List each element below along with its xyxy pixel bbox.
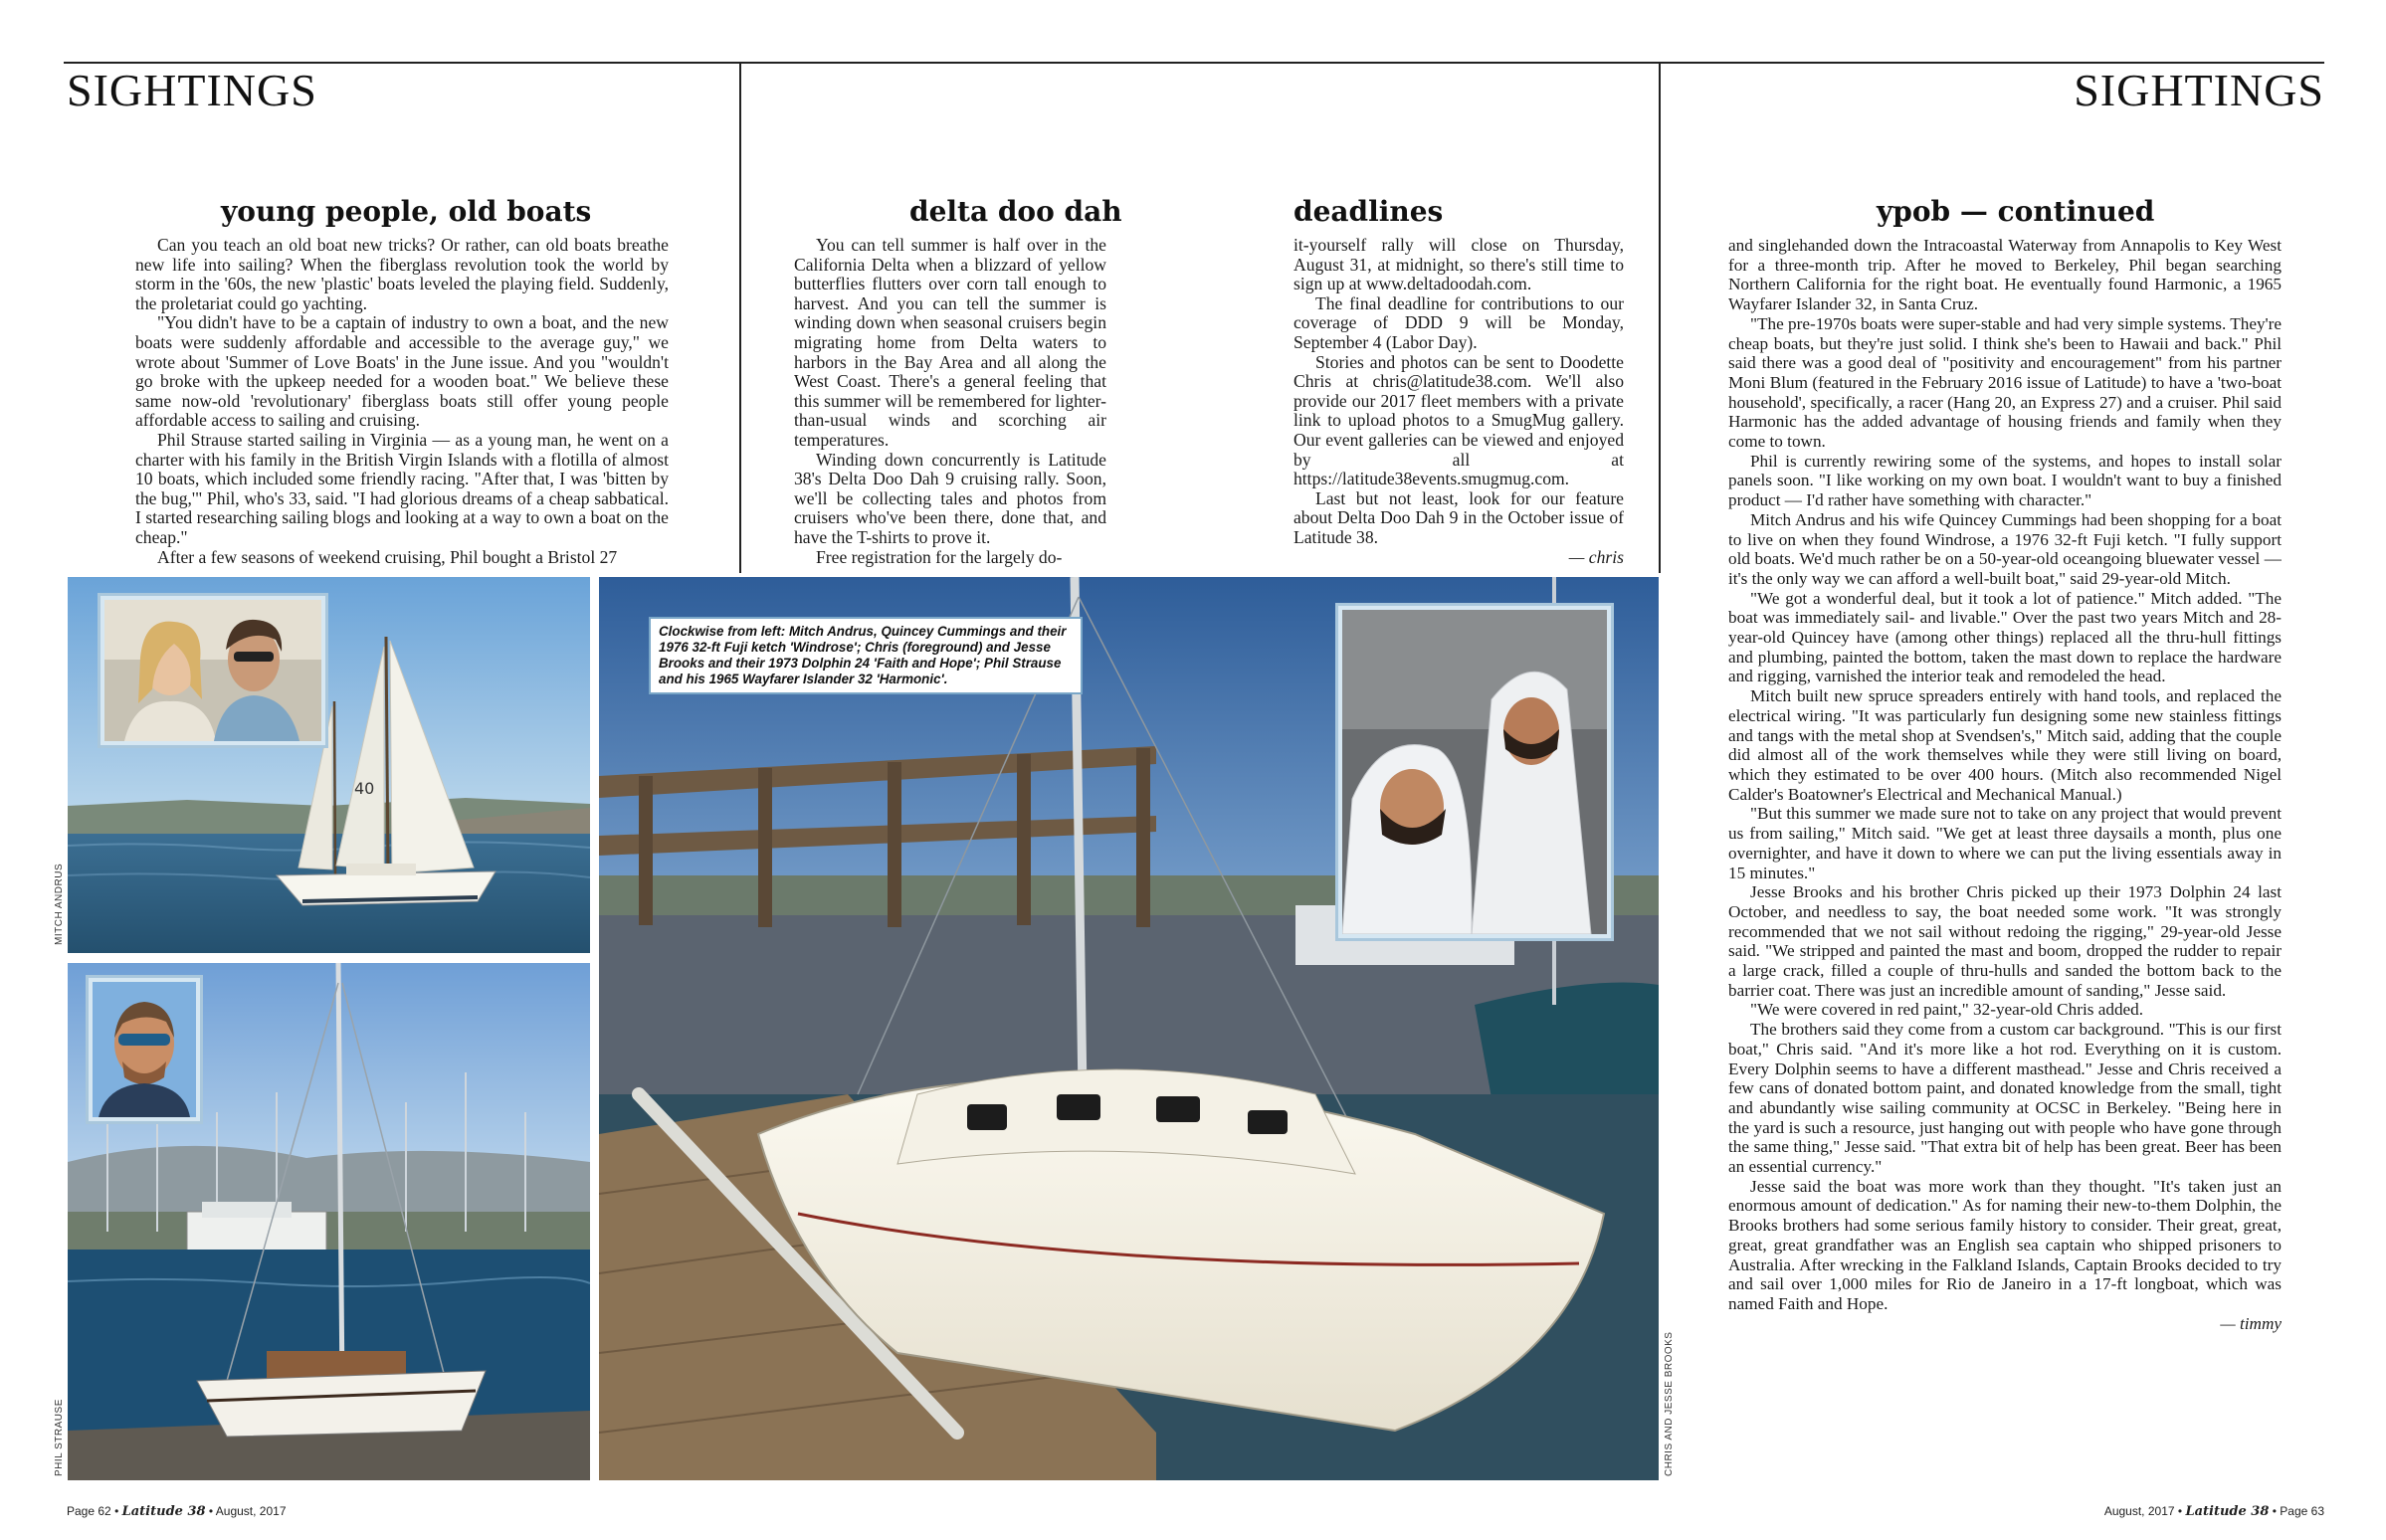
ypob-paragraph: Can you teach an old boat new tricks? Or rather, can old boats breathe new life into sailing? When the fiberglass revolution took the world by storm in the '60s, the new 'plastic' boats leveled the playing field. Suddenly, the proletariat could go yachting. bbox=[135, 236, 669, 313]
phil-inset bbox=[86, 975, 203, 1124]
photo-caption: Clockwise from left: Mitch Andrus, Quincey Cummings and their 1976 32-ft Fuji ketch 'Windrose'; Chris (foreground) and Jesse Brooks and their 1973 Dolphin 24 'Faith and Hope'; Phil Strause and his 1965 Wayfarer Islander 32 'Harmonic'. bbox=[649, 617, 1083, 694]
ypob-cont-paragraph: Phil is currently rewiring some of the systems, and hopes to install solar panels soon. "I like working on my own boat. I wouldn't want to buy a finished product — I'd rather have something with character." bbox=[1728, 451, 2282, 510]
footer-bullet: • bbox=[208, 1504, 214, 1518]
ypob-cont-paragraph: "We got a wonderful deal, but it took a lot of patience." Mitch added. "The boat was immediately sail- and livable." Over the past two years Mitch and 28-year-old Quincey have (among other things) replaced all the thru-hull fittings and plumbing, painted the bottom, taken the mast down to replace the hardware and rigging, varnished the interior teak and remodeled the head. bbox=[1728, 588, 2282, 686]
ddd-paragraph: it-yourself rally will close on Thursday, August 31, at midnight, so there's still time to sign up at www.deltadoodah.com. bbox=[1293, 236, 1624, 294]
ddd-paragraph: You can tell summer is half over in the California Delta when a blizzard of yellow butterflies flutters over corn tall enough to harvest. And you can tell the summer is winding down when seasonal cruisers begin migrating home from Delta waters to harbors in the Bay Area and all along the West Coast. There's a general feeling that this summer will be remembered for lighter-than-usual winds and scorching air temperatures. bbox=[794, 236, 1106, 450]
couple-portrait bbox=[104, 600, 321, 741]
ypob-paragraph: "You didn't have to be a captain of industry to own a boat, and the new boats were suddenly affordable and accessible to the average guy," we wrote about 'Summer of Love Boats' in the June issue. And you "wouldn't go broke with the upkeep needed for a wooden boat." We believe these same now-old 'revolutionary' fiberglass boats still offer young people affordable access to sailing and cruising. bbox=[135, 312, 669, 431]
credit-mitch-andrus: MITCH ANDRUS bbox=[54, 863, 65, 945]
credit-chris-jesse-brooks: CHRIS AND JESSE BROOKS bbox=[1664, 1331, 1675, 1476]
ypob-headline: young people, old boats bbox=[221, 195, 592, 228]
ypob-cont-paragraph: and singlehanded down the Intracoastal Waterway from Annapolis to Key West for a three-month trip. After he moved to Berkeley, Phil began searching Northern California for the right boat. He eventually found Harmonic, a 1965 Wayfarer Islander 32, in Santa Cruz. bbox=[1728, 236, 2282, 314]
ddd-paragraph: Winding down concurrently is Latitude 38's Delta Doo Dah 9 cruising rally. Soon, we'll be collecting tales and photos from cruisers who've been there, done that, and have the T-shirts to prove it. bbox=[794, 449, 1106, 547]
ypob-body bbox=[135, 236, 669, 568]
ypob-cont-paragraph: Jesse said the boat was more work than they thought. "It's taken just an enormous amount of dedication." As for naming their new-to-them Dolphin, the Brooks brothers had some serious family history to consider. Their great, great, great, great grandfather was an English sea captain who shipped prisoners to Australia. After wrecking in the Falkland Islands, Captain Brooks decided to try and sail over 1,000 miles for Rio de Janeiro in a 17-ft longboat, which was named Faith and Hope. bbox=[1728, 1176, 2282, 1313]
credit-phil-strause: PHIL STRAUSE bbox=[54, 1399, 65, 1476]
top-rule bbox=[64, 62, 2324, 64]
ypob-cont-paragraph: Mitch built new spruce spreaders entirely with hand tools, and replaced the electrical wiring. "It was particularly fun designing some new stainless fittings and tangs with the metal shop at Svendsen's," Mitch said, adding that the couple did almost all of the work themselves while they were still living on board, which they estimated to be over 400 hours. (Mitch also recommended Nigel Calder's Boatowner's Electrical and Mechanical Manual.) bbox=[1728, 686, 2282, 804]
ypob-cont-paragraph: "But this summer we made sure not to take on any project that would prevent us from sailing," Mitch said. "We get at least three daysails a month, plus one overnighter, and have it down to where we can put the living essentials away in 15 minutes." bbox=[1728, 804, 2282, 882]
ypob-continued-headline: ypob — continued bbox=[1877, 195, 2155, 228]
ypob-cont-paragraph: Mitch Andrus and his wife Quincey Cummings had been shopping for a boat to live on when they found Windrose, a 1976 32-ft Fuji ketch. "I fully support old boats. We'd much rather be on a 50-year-old oceangoing bluewater vessel — it's the only way we can afford a well-built boat," said 29-year-old Mitch. bbox=[1728, 509, 2282, 588]
ypob-cont-paragraph: Jesse Brooks and his brother Chris picked up their 1973 Dolphin 24 last October, and needless to say, the boat needed some work. "It was strongly recommended that we not sail without redoing the rigging," 29-year-old Jesse said. "We stripped and painted the mast and boom, dropped the rudder to repair a large crack, filled a couple of thru-hulls and sanded the bottom back to the barrier coat. There was just an incredible amount of sanding," Jesse said. bbox=[1728, 882, 2282, 1000]
brothers-portrait bbox=[1342, 610, 1607, 934]
ddd-paragraph: Free registration for the largely do- bbox=[816, 546, 1063, 567]
left-section-title: SIGHTINGS bbox=[67, 65, 317, 115]
ypob-continued-body bbox=[1728, 236, 2282, 1471]
footer-left bbox=[67, 1504, 287, 1519]
ypob-cont-paragraph: "We were covered in red paint," 32-year-old Chris added. bbox=[1750, 1000, 2144, 1020]
ddd-signature: — chris bbox=[1568, 546, 1624, 567]
footer-right bbox=[2104, 1504, 2324, 1519]
right-section-title: SIGHTINGS bbox=[2074, 65, 2324, 115]
magazine-name: Latitude 38 bbox=[121, 1504, 206, 1519]
left-column-divider bbox=[739, 62, 741, 573]
right-page-number: Page 63 bbox=[2280, 1504, 2324, 1518]
mitch-quincey-inset bbox=[98, 593, 328, 748]
ypob-paragraph: Phil Strause started sailing in Virginia — as a young man, he went on a charter with his family in the British Virgin Islands with a flotilla of almost 10 boats, which included some friendly racing. "After that, I was 'bitten by the bug,'" Phil, who's 33, said. "I had glorious dreams of a cheap sabbatical. I started researching sailing blogs and looking at a way to own a boat on the cheap." bbox=[135, 429, 669, 547]
ypob-cont-paragraph: "The pre-1970s boats were super-stable and had very simple systems. They're cheap boats, but they're just solid. I think she's been to Hawaii and back." Phil said there was a good deal of "positivity and encouragement" from his partner Moni Blum (featured in the February 2016 issue of Latitude) to have a 'two-boat household', specifically, a racer (Hang 20, an Express 27) and a cruiser. Phil said Harmonic has the added advantage of housing friends and family when they come to town. bbox=[1728, 313, 2282, 452]
ddd-paragraph: The final deadline for contributions to our coverage of DDD 9 will be Monday, September 4 (Labor Day). bbox=[1293, 292, 1624, 352]
deadlines-headline: deadlines bbox=[1293, 195, 1444, 228]
ypob-paragraph: After a few seasons of weekend cruising, Phil bought a Bristol 27 bbox=[157, 546, 618, 567]
harmonic-photo bbox=[68, 963, 590, 1480]
footer-bullet: • bbox=[2272, 1504, 2277, 1518]
footer-bullet: • bbox=[2177, 1504, 2183, 1518]
ypob-cont-paragraph: The brothers said they come from a custom car background. "This is our first boat," Chris said. "And it's more like a hot rod. Everything on it is custom. Every Dolphin seems to have a different masthead." Jesse and Chris received a few cans of donated bottom paint, and donated knowledge from the small, tight and abundantly wise sailing community at OCSC in Berkeley. "Being here in the yard is such a resource, just hanging out with people who have gone through the same thing," Jesse said. "That extra bit of help has been great. Beer has been an essential currency." bbox=[1728, 1020, 2282, 1177]
sail-number: 40 bbox=[354, 779, 375, 798]
ddd-headline: delta doo dah bbox=[909, 195, 1122, 228]
magazine-name: Latitude 38 bbox=[2185, 1504, 2270, 1519]
ddd-paragraph: Last but not least, look for our feature about Delta Doo Dah 9 in the October issue of Latitude 38. bbox=[1293, 487, 1624, 547]
right-column-divider bbox=[1659, 62, 1661, 573]
phil-portrait bbox=[93, 982, 196, 1117]
windrose-photo bbox=[68, 577, 590, 953]
ddd-paragraph: Stories and photos can be sent to Doodette Chris at chris@latitude38.com. We'll also provide our 2017 fleet members with a private link to upload photos to a SmugMug gallery. Our event galleries can be viewed and enjoyed by all at https://latitude38events.smugmug.com. bbox=[1293, 351, 1624, 489]
ypob-cont-signature: — timmy bbox=[2220, 1313, 2282, 1333]
brooks-brothers-inset bbox=[1335, 603, 1614, 941]
left-page-number: Page 62 bbox=[67, 1504, 111, 1518]
faith-and-hope-photo bbox=[599, 577, 1659, 1480]
issue-date: August, 2017 bbox=[215, 1504, 287, 1518]
ddd-body-col2 bbox=[1293, 236, 1624, 568]
issue-date: August, 2017 bbox=[2103, 1504, 2175, 1518]
footer-bullet: • bbox=[114, 1504, 119, 1518]
ddd-body-col1 bbox=[794, 236, 1106, 568]
